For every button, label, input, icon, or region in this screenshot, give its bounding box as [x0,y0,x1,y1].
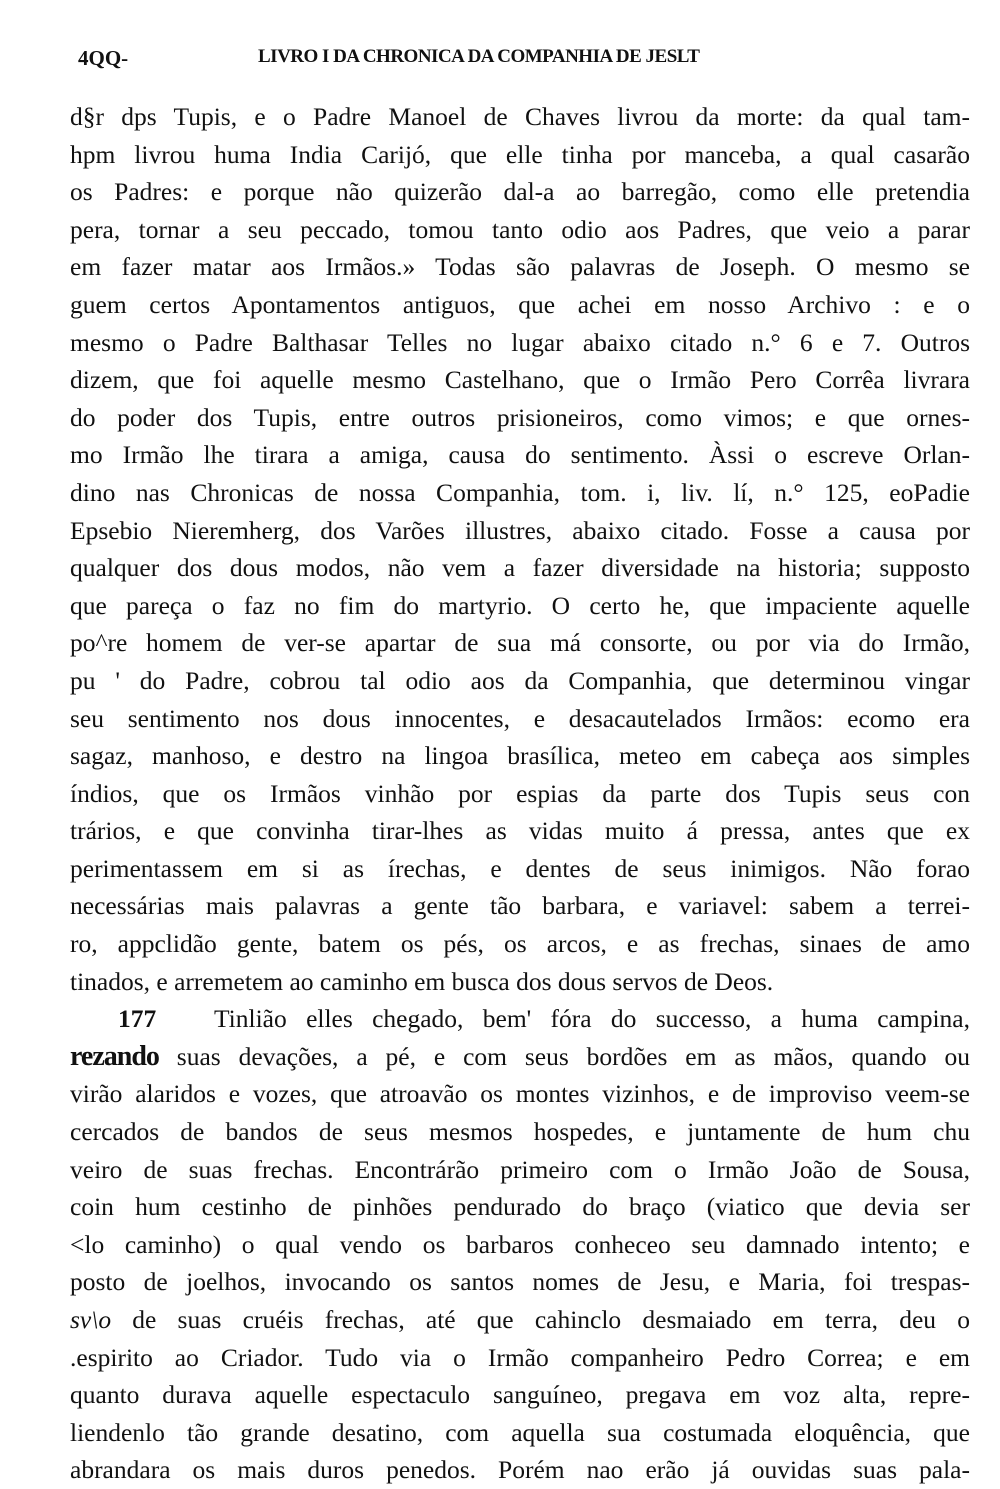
text-line: cercados de bandos de seus mesmos hospedes, e juntamente de hum chu [70,1117,970,1147]
text-line: perimentassem em si as írechas, e dentes de seus inimigos. Não forao [70,853,970,883]
body-text [70,98,970,1489]
text-line: guem certos Apontamentos antiguos, que achei em nosso Archivo : e o [70,289,970,319]
text-line: pu ' do Padre, cobrou tal odio aos da Companhia, que determinou vingar [70,665,970,695]
text-line: .espirito ao Criador. Tudo via o Irmão companheiro Pedro Correa; e em [70,1342,970,1372]
text-line: coin hum cestinho de pinhões pendurado do braço (viatico que devia ser [70,1192,970,1222]
text-line: liendenlo tão grande desatino, com aquella sua costumada eloquência, que [70,1417,970,1447]
text-line: índios, que os Irmãos vinhão por espias da parte dos Tupis seus con [70,778,970,808]
text-line: virão alaridos e vozes, que atroavão os montes vizinhos, e de improviso veem-se [70,1079,970,1109]
text-line: mo Irmão lhe tirara a amiga, causa do sentimento. Àssi o escreve Orlan- [70,440,970,470]
paragraph-number: 177 [118,1004,157,1034]
text-line: pera, tornar a seu peccado, tomou tanto odio aos Padres, que veio a parar [70,214,970,244]
text-line [70,1301,970,1339]
text-line: mesmo o Padre Balthasar Telles no lugar abaixo citado n.° 6 e 7. Outros [70,327,970,357]
text-line: hpm livrou huma India Carijó, que elle tinha por manceba, a qual casarão [70,139,970,169]
text-line: do poder dos Tupis, entre outros prisioneiros, como vimos; e que ornes- [70,402,970,432]
text-line: qualquer dos dous modos, não vem a fazer diversidade na historia; supposto [70,553,970,583]
text-line: po^re homem de ver-se apartar de sua má consorte, ou por via do Irmão, [70,628,970,658]
text-line: ro, appclidão gente, batem os pés, os arcos, e as frechas, sinaes de amo [70,929,970,959]
text-line: necessárias mais palavras a gente tão barbara, e variavel: sabem a terrei- [70,891,970,921]
text-line: dizem, que foi aquelle mesmo Castelhano, que o Irmão Pero Corrêa livrara [70,365,970,395]
text-line: abrandara os mais duros penedos. Porém nao erão já ouvidas suas pala- [70,1455,970,1485]
text-line: Epsebio Nieremherg, dos Varões illustres, abaixo citado. Fosse a causa por [70,515,970,545]
text-line: veiro de suas frechas. Encontrárão primeiro com o Irmão João de Sousa, [70,1154,970,1184]
text-line: que pareça o faz no fim do martyrio. O certo he, que impaciente aquelle [70,590,970,620]
italic-word: sv\o [70,1305,112,1334]
text-line: <lo caminho) o qual vendo os barbaros conheceo seu damnado intento; e [70,1229,970,1259]
line-text: de suas cruéis frechas, até que cahinclo desmaiado em terra, deu o [111,1305,970,1334]
page-header [78,46,948,76]
paragraph-text: Tinlião elles chegado, bem' fóra do successo, a huma campina, [214,1004,970,1034]
page-number: 4QQ- [78,46,129,70]
text-line: trários, e que convinha tirar-lhes as vidas muito á pressa, antes que ex [70,816,970,846]
text-line: d§r dps Tupis, e o Padre Manoel de Chaves livrou da morte: da qual tam- [70,102,970,131]
text-line: posto de joelhos, invocando os santos nomes de Jesu, e Maria, foi trespas- [70,1267,970,1297]
text-line: quanto durava aquelle espectaculo sanguíneo, pregava em voz alta, repre- [70,1380,970,1410]
bold-word: rezando [70,1040,159,1072]
text-line: dino nas Chronicas de nossa Companhia, tom. i, liv. lí, n.° 125, eoPadie [70,477,970,507]
line-text: suas devações, a pé, e com seus bordões em as mãos, quando ou [158,1041,970,1071]
running-title: LIVRO I DA CHRONICA DA COMPANHIA DE JESLT [258,46,700,67]
text-line: sagaz, manhoso, e destro na lingoa brasílica, meteo em cabeça aos simples [70,741,970,771]
text-line: em fazer matar aos Irmãos.» Todas são palavras de Joseph. O mesmo se [70,252,970,282]
text-line: tinados, e arremetem ao caminho em busca dos dous servos de Deos. [70,966,774,996]
text-line: seu sentimento nos dous innocentes, e desacautelados Irmãos: ecomo era [70,703,970,733]
paragraph-177-first-line [70,1000,970,1038]
text-line: os Padres: e porque não quizerão dal-a ao barregão, como elle pretendia [70,177,970,207]
text-line [70,1038,970,1076]
